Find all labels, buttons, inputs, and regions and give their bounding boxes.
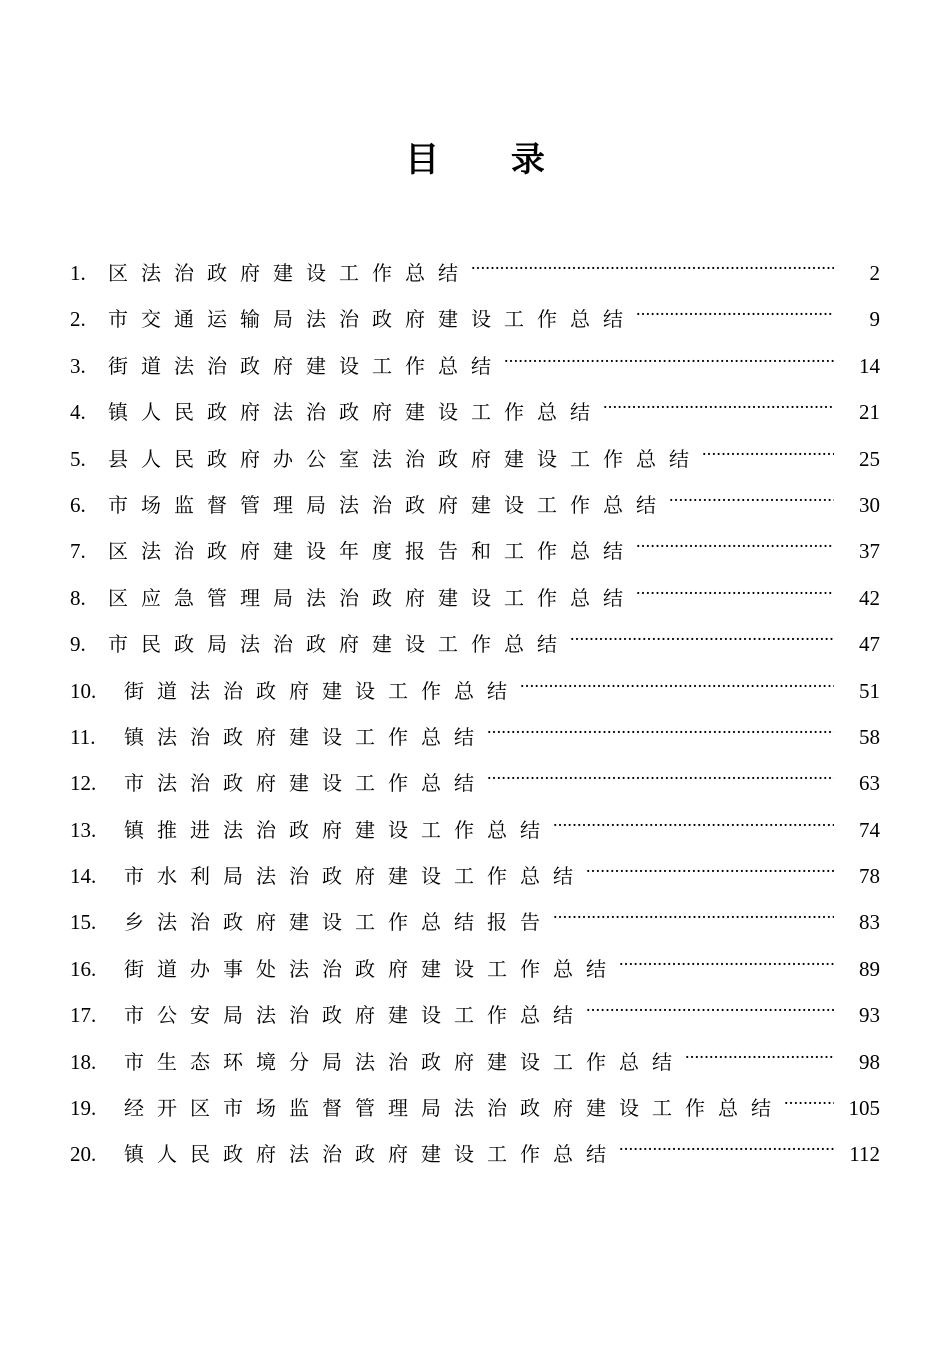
toc-entry-title: 市场监督管理局法治政府建设工作总结 xyxy=(108,492,669,517)
toc-leader-dots xyxy=(685,1023,834,1069)
toc-leader-dots xyxy=(636,280,834,326)
toc-entry-title: 市交通运输局法治政府建设工作总结 xyxy=(108,307,636,332)
toc-entry-page: 89 xyxy=(859,956,880,981)
toc-entry-title: 街道办事处法治政府建设工作总结 xyxy=(124,956,619,981)
toc-leader-dots xyxy=(619,930,834,976)
toc-entry-number: 16. xyxy=(70,956,97,981)
toc-leader-dots xyxy=(553,791,834,837)
toc-entry-page: 42 xyxy=(859,585,880,610)
toc-leader-dots xyxy=(570,605,834,651)
toc-entry-page: 14 xyxy=(859,353,880,378)
toc-entry-number: 12. xyxy=(70,771,97,796)
toc-entry-title: 区应急管理局法治政府建设工作总结 xyxy=(108,585,636,610)
toc-entry-number: 15. xyxy=(70,910,97,935)
toc-entry-title: 乡法治政府建设工作总结报告 xyxy=(124,910,553,935)
toc-entry-number: 20. xyxy=(70,1142,97,1167)
toc-entry-number: 18. xyxy=(70,1049,97,1074)
toc-entry-page: 83 xyxy=(859,910,880,935)
toc-entry-title: 市水利局法治政府建设工作总结 xyxy=(124,864,586,889)
toc-entry-page: 105 xyxy=(848,1096,880,1121)
toc-entry-page: 21 xyxy=(859,400,880,425)
toc-leader-dots xyxy=(487,698,834,744)
toc-entry-page: 47 xyxy=(859,632,880,657)
toc-entry-title: 市公安局法治政府建设工作总结 xyxy=(124,1003,586,1028)
toc-leader-dots xyxy=(702,420,834,466)
toc-entry-number: 2. xyxy=(70,307,86,332)
toc-leader-dots xyxy=(784,1069,834,1115)
toc-entry-number: 5. xyxy=(70,446,86,471)
toc-entry-page: 9 xyxy=(869,307,880,332)
toc-entry-page: 30 xyxy=(859,492,880,517)
toc-leader-dots xyxy=(471,234,834,280)
toc-entry-number: 6. xyxy=(70,492,86,517)
toc-leader-dots xyxy=(669,466,834,512)
toc-entry[interactable] xyxy=(70,234,880,285)
toc-entry-title: 镇人民政府法治政府建设工作总结 xyxy=(108,400,603,425)
toc-leader-dots xyxy=(504,327,834,373)
toc-entry-number: 17. xyxy=(70,1003,97,1028)
toc-entry-number: 10. xyxy=(70,678,97,703)
toc-entry-title: 市民政局法治政府建设工作总结 xyxy=(108,632,570,657)
toc-entry-title: 市生态环境分局法治政府建设工作总结 xyxy=(124,1049,685,1074)
toc-entry-title: 市法治政府建设工作总结 xyxy=(124,771,487,796)
toc-entry-number: 13. xyxy=(70,817,97,842)
toc-leader-dots xyxy=(553,883,834,929)
toc-entry-title: 县人民政府办公室法治政府建设工作总结 xyxy=(108,446,702,471)
toc-entry-title: 街道法治政府建设工作总结 xyxy=(108,353,504,378)
toc-leader-dots xyxy=(520,652,834,698)
toc-entry-number: 3. xyxy=(70,353,86,378)
toc-entry-page: 58 xyxy=(859,724,880,749)
toc-leader-dots xyxy=(603,373,834,419)
toc-entry-title: 经开区市场监督管理局法治政府建设工作总结 xyxy=(124,1096,784,1121)
toc-leader-dots xyxy=(619,1115,834,1161)
toc-entry-page: 51 xyxy=(859,678,880,703)
toc-leader-dots xyxy=(487,744,834,790)
toc-leader-dots xyxy=(636,512,834,558)
toc-entry-number: 1. xyxy=(70,261,86,285)
toc-entry-number: 8. xyxy=(70,585,86,610)
toc-entry-title: 区法治政府建设工作总结 xyxy=(108,261,471,285)
toc-entry-number: 14. xyxy=(70,864,97,889)
toc-entry-page: 2 xyxy=(869,261,880,285)
toc-entry-page: 78 xyxy=(859,864,880,889)
toc-entry-number: 7. xyxy=(70,539,86,564)
toc-leader-dots xyxy=(586,976,834,1022)
toc-entry-title: 镇法治政府建设工作总结 xyxy=(124,724,487,749)
toc-entry-number: 4. xyxy=(70,400,86,425)
toc-entry-title: 镇人民政府法治政府建设工作总结 xyxy=(124,1142,619,1167)
toc-entry-title: 街道法治政府建设工作总结 xyxy=(124,678,520,703)
toc-entry-title: 镇推进法治政府建设工作总结 xyxy=(124,817,553,842)
toc-leader-dots xyxy=(636,559,834,605)
toc-entry-page: 112 xyxy=(849,1142,880,1167)
toc-entry-page: 98 xyxy=(859,1049,880,1074)
toc-leader-dots xyxy=(586,837,834,883)
toc-entry-page: 93 xyxy=(859,1003,880,1028)
toc-entry-page: 25 xyxy=(859,446,880,471)
toc-entry-page: 37 xyxy=(859,539,880,564)
toc-entry-number: 11. xyxy=(70,724,96,749)
toc-entry-number: 9. xyxy=(70,632,86,657)
toc-entry-number: 19. xyxy=(70,1096,97,1121)
table-of-contents xyxy=(70,234,880,1167)
toc-entry-page: 74 xyxy=(859,817,880,842)
toc-entry-title: 区法治政府建设年度报告和工作总结 xyxy=(108,539,636,564)
page-title: 目 录 xyxy=(405,140,575,180)
toc-entry-page: 63 xyxy=(859,771,880,796)
